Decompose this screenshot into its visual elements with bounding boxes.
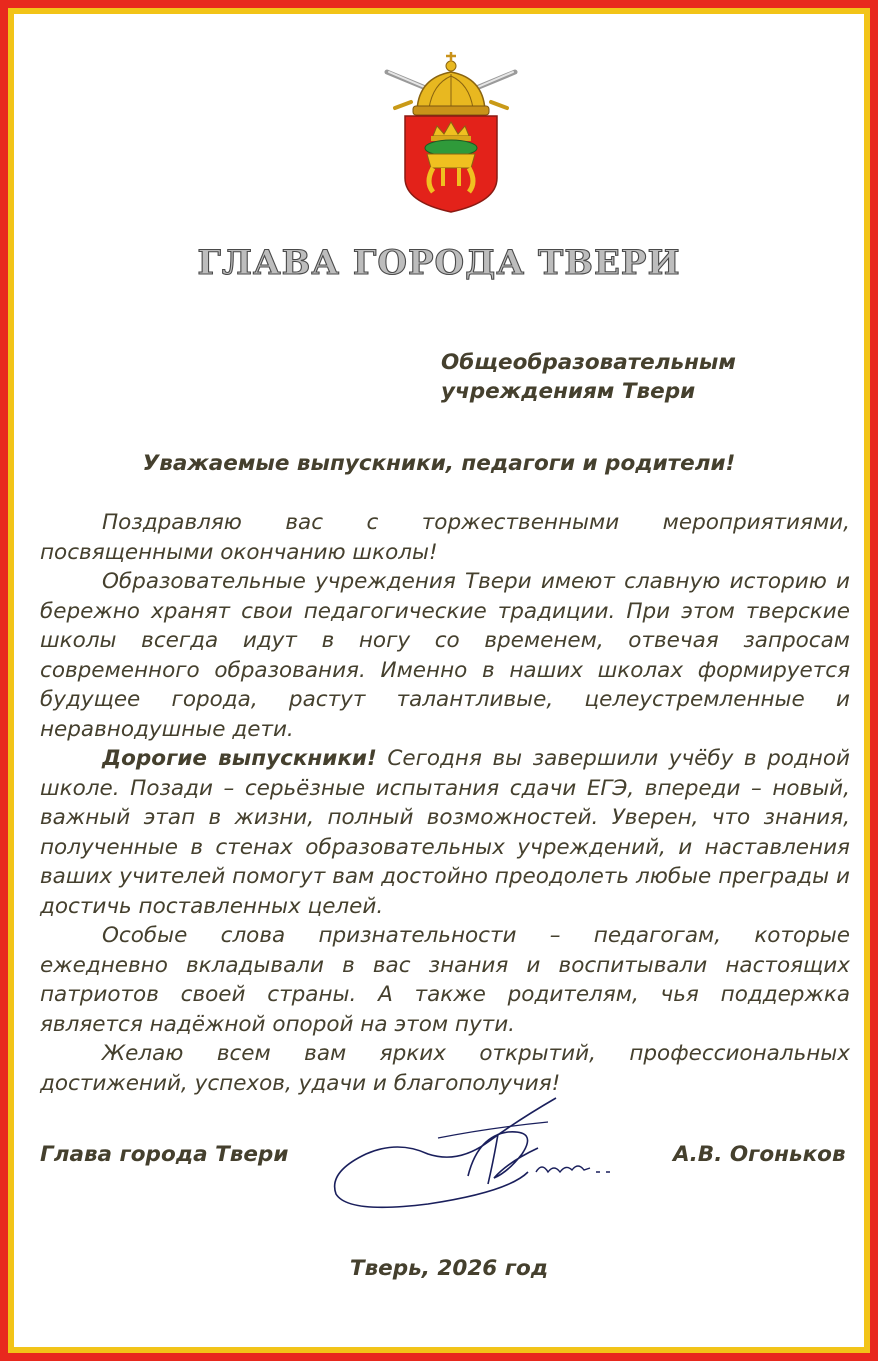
page-title: ГЛАВА ГОРОДА ТВЕРИ xyxy=(197,243,681,283)
body-paragraph: Образовательные учреждения Твери имеют славную историю и бережно хранят свои педагогические традиции. При этом тверские школы всегда идут в ногу со временем, отвечая запросам современного образования. Именно в наших школах формируется будущее города, растут талантливые, целеустремленные и неравнодушные дети. xyxy=(40,569,850,742)
salutation: Уважаемые выпускники, педагоги и родители! xyxy=(142,451,736,476)
letter-body xyxy=(40,508,850,1098)
red-shield-icon xyxy=(405,116,497,212)
body-paragraph: Желаю всем вам ярких открытий, профессиональных достижений, успехов, удачи и благополучия! xyxy=(40,1041,850,1096)
addressee-line: учреждениям Твери xyxy=(441,379,696,404)
body-paragraph: Особые слова признательности – педагогам, которые ежедневно вкладывали в вас знания и воспитывали настоящих патриотов своей страны. А также родителям, чья поддержка является надёжной опорой на этом пути. xyxy=(40,923,850,1037)
addressee-block xyxy=(441,348,736,406)
handwritten-signature xyxy=(318,1092,638,1217)
addressee-line: Общеобразовательным xyxy=(441,350,736,375)
body-paragraph xyxy=(40,744,850,921)
graduates-address: Дорогие выпускники! xyxy=(102,746,377,771)
body-paragraph-text: Сегодня вы завершили учёбу в родной школе. Позади – серьёзные испытания сдачи ЕГЭ, впереди – новый, важный этап в жизни, полный возможностей. Уверен, что знания, полученные в стенах образовательных учреждений, и наставления ваших учителей помогут вам достойно преодолеть любые преграды и достичь поставленных целей. xyxy=(40,746,850,919)
place-and-date: Тверь, 2026 год xyxy=(349,1256,549,1281)
body-paragraph: Поздравляю вас с торжественными мероприятиями, посвященными окончанию школы! xyxy=(40,510,850,565)
crown-cap-icon xyxy=(413,52,489,115)
tver-coat-of-arms-emblem xyxy=(383,50,519,215)
signer-name: А.В. Огоньков xyxy=(673,1142,846,1167)
signer-position: Глава города Твери xyxy=(40,1142,289,1167)
